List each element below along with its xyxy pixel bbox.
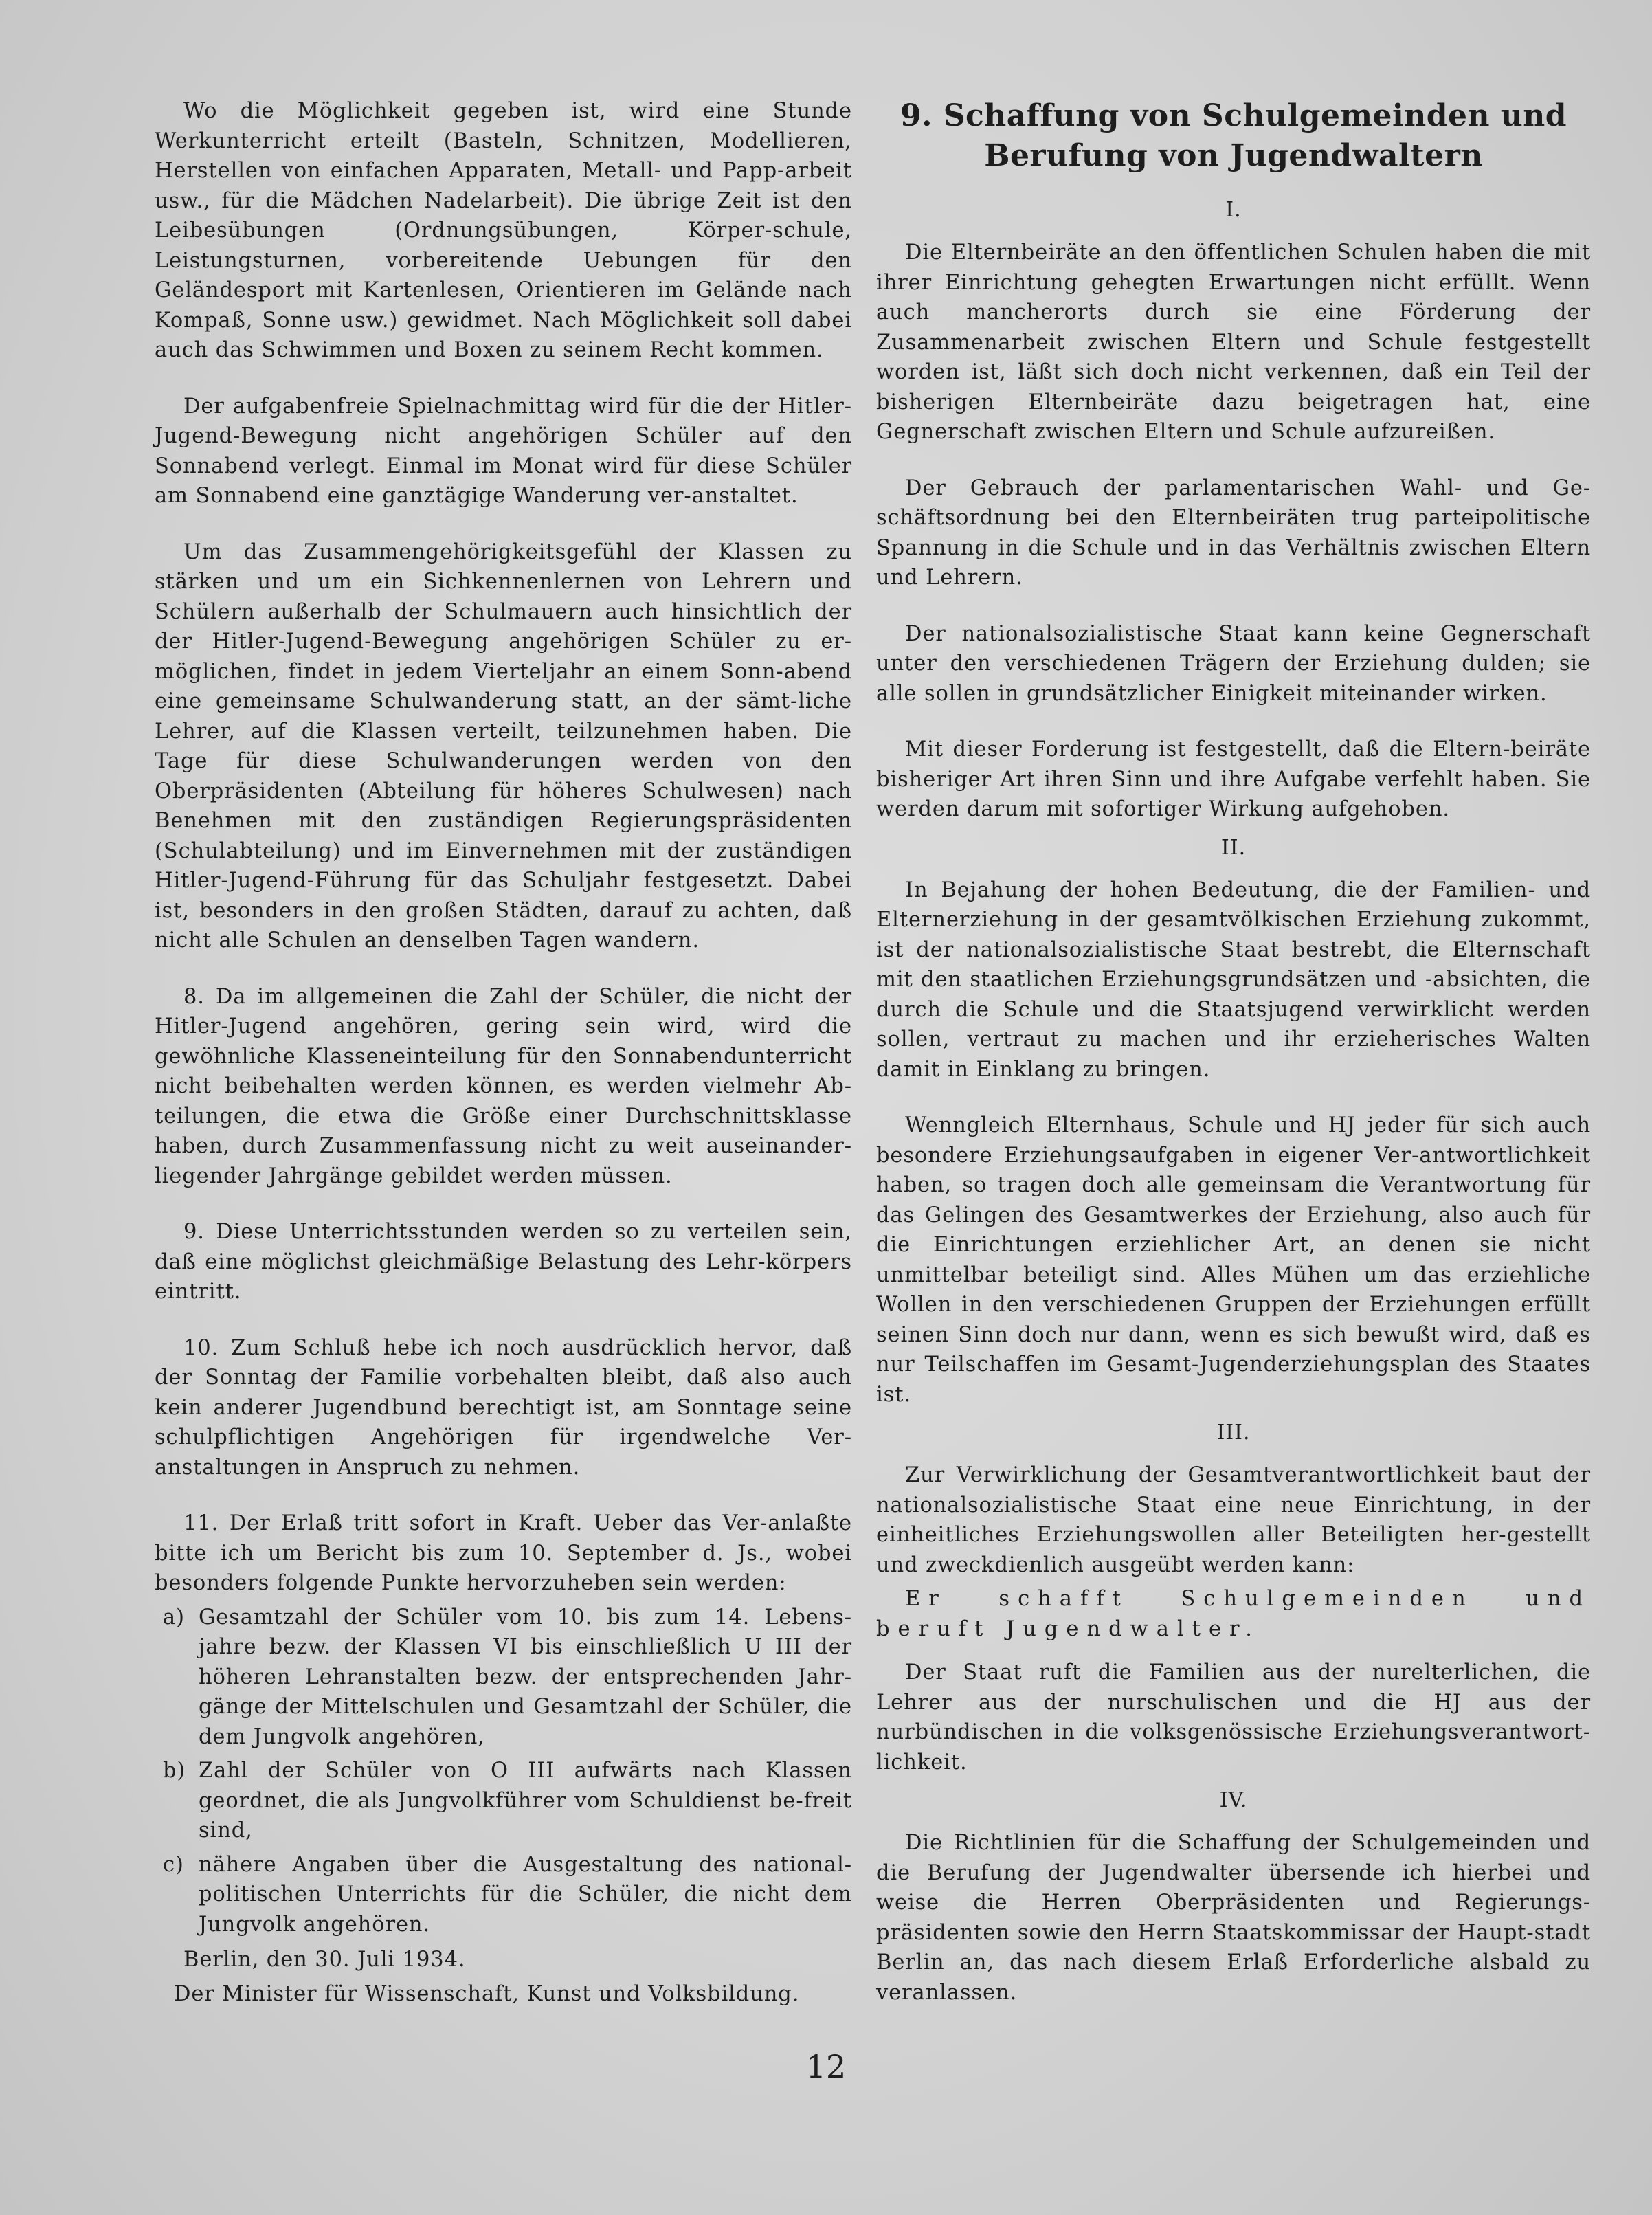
- paragraph: Um das Zusammengehörigkeitsgefühl der Klassen zu stärken und um ein Sichkennenlernen von Lehrern und Schülern außerhalb der Schulmauern auch hinsichtlich der der Hitler-Jugend-Bewegung angehörigen Schüler zu er-möglichen, findet in jedem Vierteljahr an einem Sonn-abend eine gemeinsame Schulwanderung statt, an der sämt-liche Lehrer, auf die Klassen verteilt, teilzunehmen haben. Die Tage für diese Schulwanderungen werden von den Oberpräsidenten (Abteilung für höheres Schulwesen) nach Benehmen mit den zuständigen Regierungspräsidenten (Schulabteilung) und im Einvernehmen mit der zuständigen Hitler-Jugend-Führung für das Schuljahr festgesetzt. Dabei ist, besonders in den großen Städten, darauf zu achten, daß nicht alle Schulen an denselben Tagen wandern.: [155, 539, 852, 953]
- list-item-text: Zahl der Schüler von O III aufwärts nach Klassen geordnet, die als Jungvolkführer vom Schuldienst be-freit sind,: [199, 1759, 852, 1843]
- page-number: 12: [805, 2048, 847, 2085]
- list-item-label: b): [163, 1759, 186, 1783]
- paragraph-item-10: 10. Zum Schluß hebe ich noch ausdrücklich hervor, daß der Sonntag der Familie vorbehalten bleibt, daß also auch kein anderer Jugendbund berechtigt ist, am Sonntage seine schulpflichtigen Angehörigen für irgendwelche Ver-anstaltungen in Anspruch zu nehmen.: [155, 1335, 852, 1480]
- report-points-list: [155, 1603, 852, 1940]
- date-line: Berlin, den 30. Juli 1934.: [183, 1948, 466, 1972]
- paragraph: Wo die Möglichkeit gegeben ist, wird eine Stunde Werkunterricht erteilt (Basteln, Schnitzen, Modellieren, Herstellen von einfachen Apparaten, Metall- und Papp-arbeit usw., für die Mädchen Nadelarbeit). Die übrige Zeit ist den Leibesübungen (Ordnungsübungen, Körper-schule, Leistungsturnen, vorbereitende Uebungen für den Geländesport mit Kartenlesen, Orientieren im Gelände nach Kompaß, Sonne usw.) gewidmet. Nach Möglichkeit soll dabei auch das Schwimmen und Boxen zu seinem Recht kommen.: [155, 99, 852, 362]
- section-number: III.: [1216, 1421, 1251, 1445]
- paragraph: Der nationalsozialistische Staat kann keine Gegnerschaft unter den verschiedenen Trägern der Erziehung dulden; sie alle sollen in grundsätzlicher Einigkeit miteinander wirken.: [876, 621, 1591, 706]
- paragraph: Die Richtlinien für die Schaffung der Schulgemeinden und die Berufung der Jugendwalter übersende ich hierbei und weise die Herren Oberpräsidenten und Regierungs-präsidenten sowie den Herrn Staatskommissar der Haupt-stadt Berlin an, das nach diesem Erlaß Erforderliche alsbald zu veranlassen.: [876, 1831, 1591, 2005]
- list-item: [155, 1756, 852, 1846]
- paragraph-item-9: 9. Diese Unterrichtsstunden werden so zu verteilen sein, daß eine möglichst gleichmäßige Belastung des Lehr-körpers eintritt.: [155, 1220, 852, 1304]
- section-heading: 9. Schaffung von Schulgemeinden und Berufung von Jugendwaltern: [900, 98, 1567, 173]
- section-number: II.: [1220, 835, 1247, 860]
- section-number: IV.: [1219, 1788, 1248, 1812]
- spaced-statement: Er schafft Schulgemeinden und beruft Jugendwalter.: [876, 1587, 1591, 1641]
- right-column: [876, 96, 1591, 2034]
- paragraph: Der aufgabenfreie Spielnachmittag wird für die der Hitler-Jugend-Bewegung nicht angehörigen Schüler auf den Sonnabend verlegt. Einmal im Monat wird für diese Schüler am Sonnabend eine ganztägige Wanderung ver-anstaltet.: [155, 394, 852, 508]
- paragraph: In Bejahung der hohen Bedeutung, die der Familien- und Elternerziehung in der gesamtvölkischen Erziehung zukommt, ist der nationalsozialistische Staat bestrebt, die Elternschaft mit den staatlichen Erziehungsgrundsätzen und -absichten, die durch die Schule und die Staatsjugend verwirklicht werden sollen, vertraut zu machen und ihr erzieherisches Walten damit in Einklang zu bringen.: [876, 878, 1591, 1082]
- paragraph: Der Gebrauch der parlamentarischen Wahl- und Ge-schäftsordnung bei den Elternbeiräten trug parteipolitische Spannung in die Schule und in das Verhältnis zwischen Eltern und Lehrern.: [876, 476, 1591, 590]
- list-item: [155, 1603, 852, 1752]
- paragraph: Der Staat ruft die Familien aus der nurelterlichen, die Lehrer aus der nurschulischen und die HJ aus der nurbündischen in die volksgenössische Erziehungsverantwort-lichkeit.: [876, 1660, 1591, 1774]
- paragraph: Mit dieser Forderung ist festgestellt, daß die Eltern-beiräte bisheriger Art ihren Sinn und ihre Aufgabe verfehlt haben. Sie werden darum mit sofortiger Wirkung aufgehoben.: [876, 737, 1591, 821]
- paragraph: Wenngleich Elternhaus, Schule und HJ jeder für sich auch besondere Erziehungsaufgaben in eigener Ver-antwortlichkeit haben, so tragen doch alle gemeinsam die Verantwortung für das Gelingen des Gesamtwerkes der Erziehung, also auch für die Einrichtungen erziehlicher Art, an denen sie nicht unmittelbar beteiligt sind. Alles Mühen um das erziehliche Wollen in den verschiedenen Gruppen der Erziehungen erfüllt seinen Sinn doch nur dann, wenn es sich bewußt wird, daß es nur Teilschaffen im Gesamt-Jugenderziehungsplan des Staates ist.: [876, 1113, 1591, 1407]
- left-column: [155, 96, 852, 2035]
- list-item-text: nähere Angaben über die Ausgestaltung des national-politischen Unterrichts für die Schüler, die nicht dem Jungvolk angehören.: [199, 1852, 852, 1937]
- signer-line: Der Minister für Wissenschaft, Kunst und Volksbildung.: [174, 1981, 800, 2006]
- list-item: [155, 1850, 852, 1940]
- paragraph-item-11: 11. Der Erlaß tritt sofort in Kraft. Ueber das Ver-anlaßte bitte ich um Bericht bis zum 10. September d. Js., wobei besonders folgende Punkte hervorzuheben sein werden:: [155, 1511, 852, 1595]
- paragraph-item-8: 8. Da im allgemeinen die Zahl der Schüler, die nicht der Hitler-Jugend angehören, gering sein wird, wird die gewöhnliche Klasseneinteilung für den Sonnabendunterricht nicht beibehalten werden können, es werden vielmehr Ab-teilungen, die etwa die Größe einer Durchschnittsklasse haben, durch Zusammenfassung nicht zu weit auseinander-liegender Jahrgänge gebildet werden müssen.: [155, 984, 852, 1188]
- list-item-text: Gesamtzahl der Schüler vom 10. bis zum 14. Lebens-jahre bezw. der Klassen VI bis einschließlich U III der höheren Lehranstalten bezw. der entsprechenden Jahr-gänge der Mittelschulen und Gesamtzahl der Schüler, die dem Jungvolk angehören,: [199, 1605, 852, 1749]
- paragraph: Die Elternbeiräte an den öffentlichen Schulen haben die mit ihrer Einrichtung gehegten Erwartungen nicht erfüllt. Wenn auch mancherorts durch sie eine Förderung der Zusammenarbeit zwischen Eltern und Schule festgestellt worden ist, läßt sich doch nicht verkennen, daß ein Teil der bisherigen Elternbeiräte dazu beigetragen hat, eine Gegnerschaft zwischen Eltern und Schule aufzureißen.: [876, 241, 1591, 444]
- paragraph: Zur Verwirklichung der Gesamtverantwortlichkeit baut der nationalsozialistische Staat eine neue Einrichtung, in der einheitliches Erziehungswollen aller Beteiligten her-gestellt und zweckdienlich ausgeübt werden kann:: [876, 1463, 1591, 1577]
- section-number: I.: [1225, 198, 1242, 222]
- list-item-label: a): [163, 1605, 185, 1629]
- list-item-label: c): [163, 1852, 184, 1877]
